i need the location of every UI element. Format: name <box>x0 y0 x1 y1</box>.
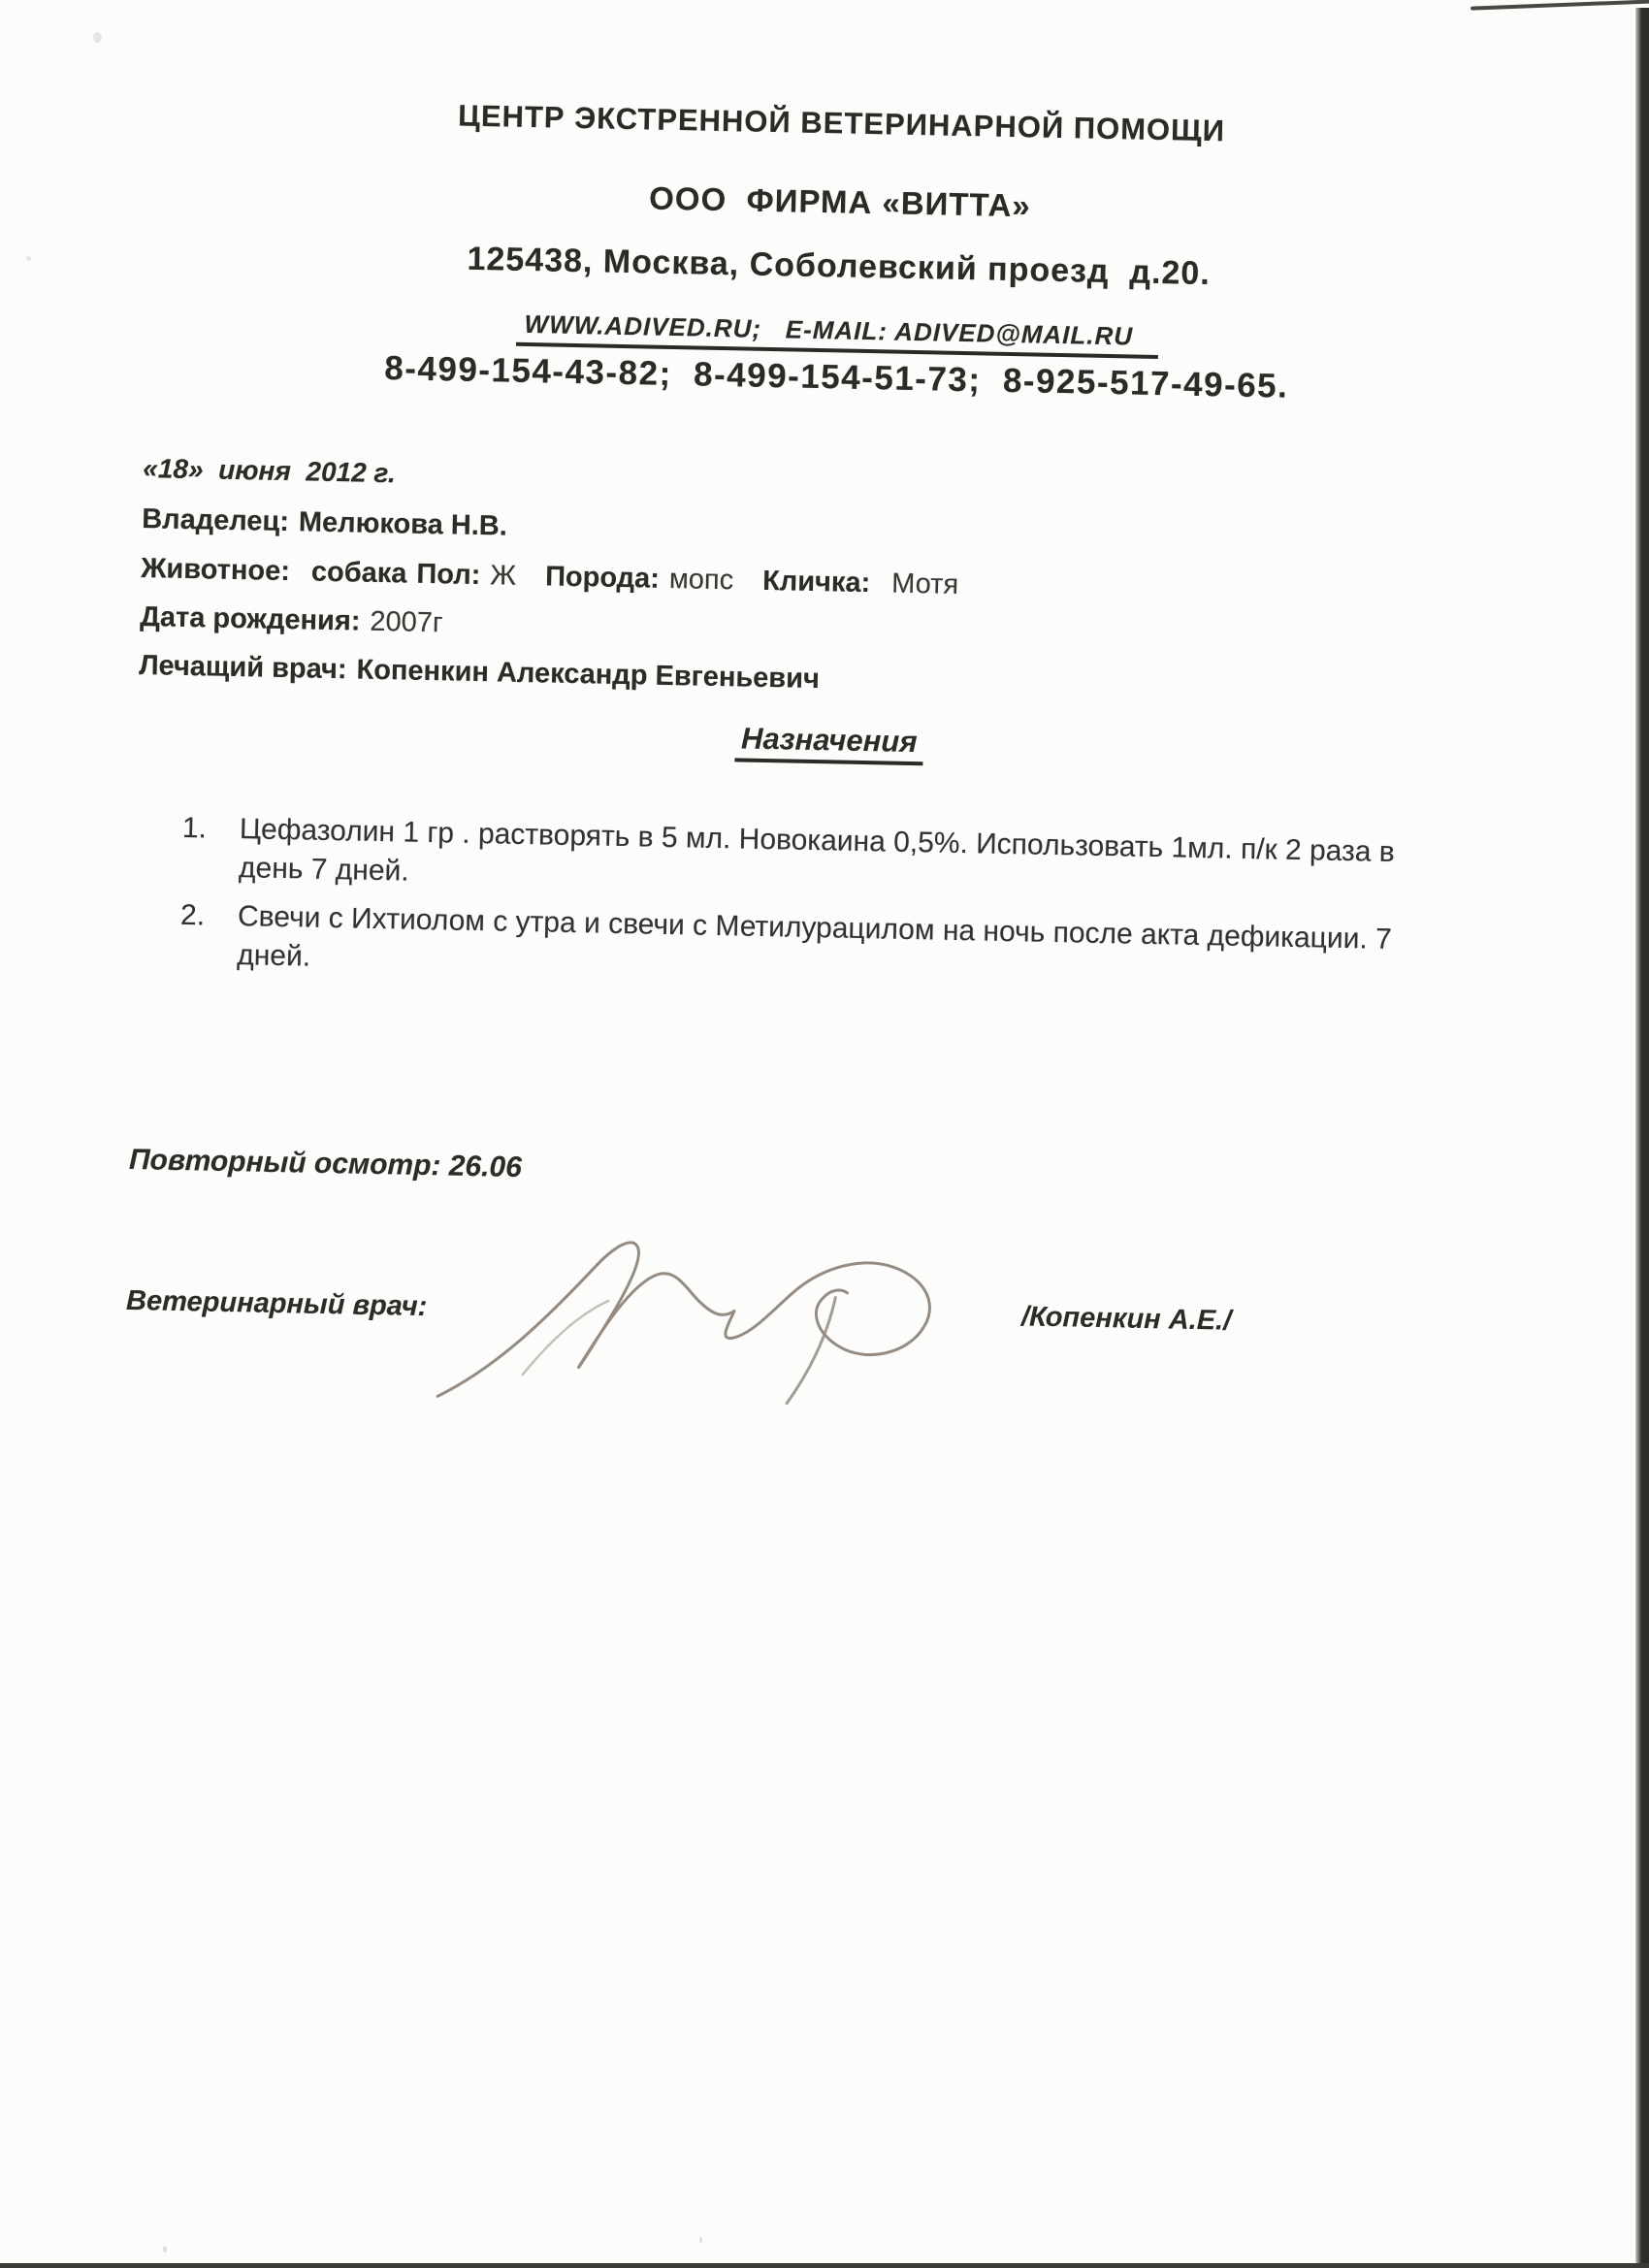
doctor-signature <box>430 1219 977 1414</box>
owner-line <box>142 503 507 543</box>
visit-date: «18» июня 2012 г. <box>143 453 397 489</box>
scan-speck <box>26 256 31 261</box>
doctor-value: Копенкин Александр Евгеньевич <box>356 654 821 696</box>
doctor-line <box>139 650 820 696</box>
item-number: 1. <box>181 811 208 845</box>
address-line: 125438, Москва, Соболевский проезд д.20. <box>467 240 1212 293</box>
nickname-label: Кличка: <box>761 565 871 599</box>
prescription-item <box>179 896 1441 999</box>
scan-speck <box>163 2246 167 2252</box>
web-email-text: WWW.ADIVED.RU; E-MAIL: ADIVED@MAIL.RU <box>516 309 1158 359</box>
scan-edge-bottom <box>0 2263 1649 2268</box>
owner-label: Владелец: <box>141 503 290 538</box>
scan-edge-right <box>1635 8 1649 2268</box>
scan-speck <box>93 32 102 43</box>
prescriptions-heading <box>5 706 1649 780</box>
breed-value: мопс <box>668 563 734 597</box>
vet-label: Ветеринарный врач: <box>125 1284 428 1323</box>
followup-line: Повторный осмотр: 26.06 <box>128 1143 523 1184</box>
sex-value: Ж <box>490 560 517 592</box>
animal-value: собака <box>310 556 407 590</box>
item-text: Цефазолин 1 гр . растворять в 5 мл. Новокаина 0,5%. Использовать 1мл. п/к 2 раза в день 7 дней. <box>238 813 1404 888</box>
phone-line: 8-499-154-43-82; 8-499-154-51-73; 8-925-517-49-65. <box>383 349 1289 405</box>
company-name: ООО ФИРМА «ВИТТА» <box>648 179 1032 224</box>
nickname-value: Мотя <box>890 567 959 600</box>
vet-name-stamp: /Копенкин А.Е./ <box>1020 1301 1232 1337</box>
birth-value: 2007г <box>370 605 443 639</box>
scan-edge-top-right <box>1471 0 1649 11</box>
owner-value: Мелюкова Н.В. <box>298 506 508 542</box>
animal-label: Животное: <box>140 553 291 588</box>
sex-label: Пол: <box>416 558 481 592</box>
prescriptions-heading-text: Назначения <box>735 721 923 765</box>
item-number: 2. <box>179 898 206 932</box>
birth-date-line <box>140 601 443 639</box>
doctor-label: Лечащий врач: <box>138 650 347 686</box>
animal-line <box>141 553 959 601</box>
clinic-name: ЦЕНТР ЭКСТРЕННОЙ ВЕТЕРИНАРНОЙ ПОМОЩИ <box>457 98 1226 148</box>
prescription-item <box>181 809 1443 912</box>
item-text: Свечи с Ихтиолом с утра и свечи с Метилурацилом на ночь после акта дефикации. 7 дней. <box>236 900 1401 973</box>
scan-speck <box>699 2237 702 2243</box>
breed-label: Порода: <box>544 561 661 595</box>
birth-label: Дата рождения: <box>139 601 361 637</box>
